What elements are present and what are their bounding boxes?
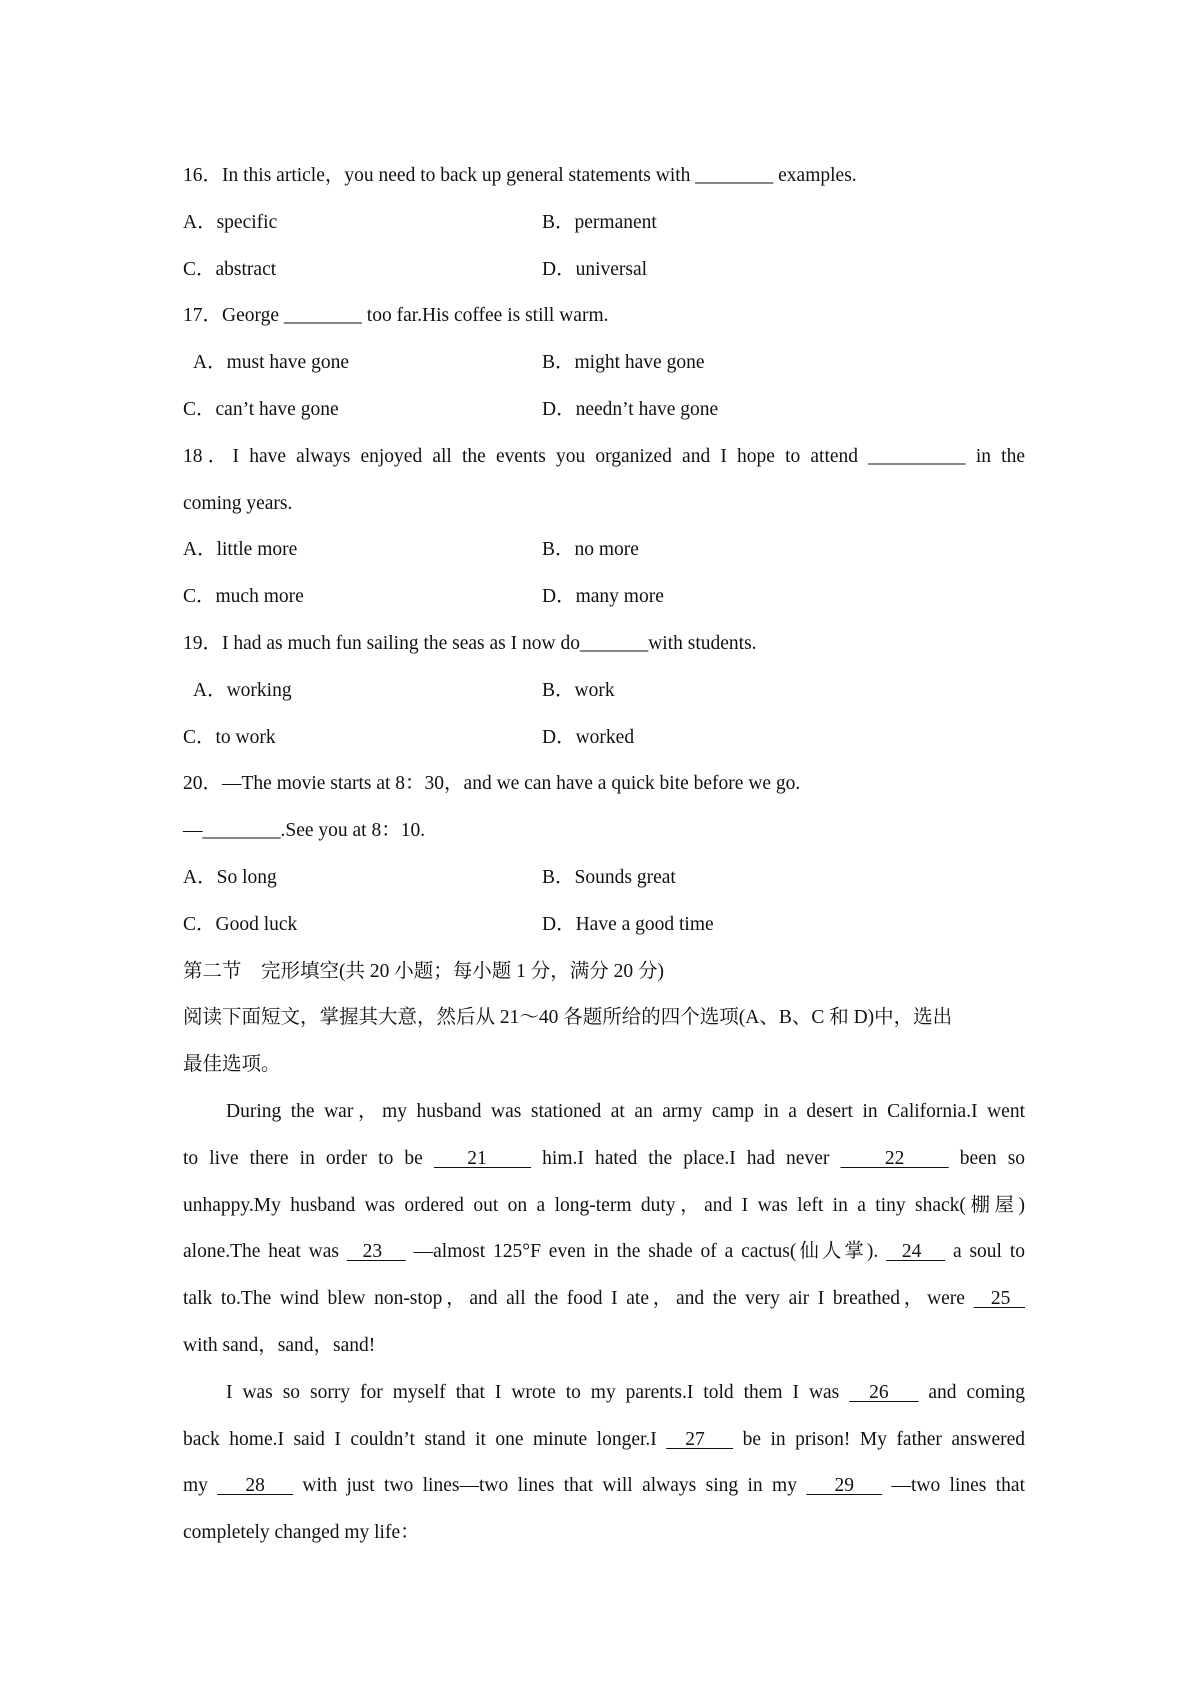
passage-line xyxy=(183,1183,1025,1230)
option-letter: B． xyxy=(542,352,575,374)
option-row xyxy=(183,855,1025,902)
question-stem: 16．In this article，you need to back up general statements with ________ examples. xyxy=(183,165,857,186)
passage-text: unhappy.My husband was ordered out on a long-term duty，and I was left in a tiny shack(棚屋) xyxy=(183,1194,1025,1216)
section-instructions: 阅读下面短文，掌握其大意，然后从 21～40 各题所给的四个选项(A、B、C 和 D)中，选出 xyxy=(183,1007,953,1029)
option-text: worked xyxy=(575,726,635,748)
passage-line xyxy=(183,1510,1025,1557)
option-letter: C． xyxy=(183,258,216,280)
option-letter: C． xyxy=(183,586,216,608)
option-text: to work xyxy=(215,726,276,748)
option-letter: A． xyxy=(183,866,217,888)
passage-text: a soul to xyxy=(952,1241,1025,1263)
option-text: many more xyxy=(575,586,664,608)
option-d xyxy=(542,715,634,762)
option-text: specific xyxy=(216,211,278,233)
passage-text: alone.The heat was xyxy=(183,1241,339,1263)
option-letter: B． xyxy=(542,539,575,561)
passage-text: with just two lines—two lines that will always sing in my xyxy=(302,1475,797,1497)
option-letter: A． xyxy=(193,679,227,701)
option-text: much more xyxy=(215,586,304,608)
passage-line xyxy=(183,1136,1025,1183)
passage-text: I was so sorry for myself that I wrote to my parents.I told them I was xyxy=(226,1381,850,1403)
option-c xyxy=(183,387,339,434)
cloze-blank: 26 xyxy=(849,1381,919,1403)
option-letter: B． xyxy=(542,679,575,701)
option-d xyxy=(542,387,718,434)
passage-line xyxy=(183,1417,1025,1464)
option-letter: D． xyxy=(542,913,576,935)
passage-text: him.I hated the place.I had never xyxy=(542,1147,841,1169)
passage-text: back home.I said I couldn’t stand it one minute longer.I xyxy=(183,1428,667,1450)
question-stem: 19．I had as much fun sailing the seas as I now do_______with students. xyxy=(183,632,757,654)
option-letter: D． xyxy=(542,398,576,420)
option-text: Have a good time xyxy=(575,913,714,935)
option-a xyxy=(193,340,349,387)
cloze-blank: 28 xyxy=(217,1475,294,1497)
cloze-blank: 27 xyxy=(666,1428,734,1450)
passage-text: to live there in order to be xyxy=(183,1147,434,1169)
passage-text: my xyxy=(183,1475,218,1497)
option-row xyxy=(183,527,1025,574)
option-b xyxy=(542,340,704,387)
cloze-blank: 23 xyxy=(346,1241,406,1263)
option-d xyxy=(542,902,714,949)
option-letter: A． xyxy=(183,539,217,561)
passage-text: talk to.The wind blew non-stop，and all the food I ate，and the very air I breathed，were xyxy=(183,1288,965,1310)
option-text: Sounds great xyxy=(574,866,676,888)
passage-text: —two lines that xyxy=(891,1475,1025,1497)
option-text: can’t have gone xyxy=(215,398,339,420)
passage-text: and coming xyxy=(928,1381,1025,1403)
option-row xyxy=(183,387,1025,434)
option-a xyxy=(193,668,292,715)
passage-text: been so xyxy=(959,1147,1025,1169)
section-title: 第二节 完形填空(共 20 小题；每小题 1 分，满分 20 分) xyxy=(183,960,664,982)
passage-text: —almost 125°F even in the shade of a cactus(仙人掌). xyxy=(413,1241,887,1263)
option-a xyxy=(183,200,277,247)
option-a xyxy=(183,855,277,902)
question-stem: 18．I have always enjoyed all the events you organized and I hope to attend __________ in the xyxy=(183,445,1025,467)
passage-line xyxy=(183,1323,1025,1370)
passage-text: be in prison! My father answered xyxy=(742,1428,1025,1450)
option-text: little more xyxy=(216,539,298,561)
option-text: permanent xyxy=(574,211,657,233)
option-letter: C． xyxy=(183,913,216,935)
option-d xyxy=(542,247,647,294)
passage-line xyxy=(183,1370,1025,1417)
option-letter: A． xyxy=(183,211,217,233)
option-letter: D． xyxy=(542,586,576,608)
question-stem: —________.See you at 8：10. xyxy=(183,820,426,842)
option-text: abstract xyxy=(215,258,277,280)
option-row xyxy=(183,668,1025,715)
passage-text: During the war，my husband was stationed at an army camp in a desert in California.I went xyxy=(226,1100,1025,1122)
option-b xyxy=(542,527,639,574)
passage-text: completely changed my life： xyxy=(183,1522,420,1544)
question-stem: 17．George ________ too far.His coffee is still warm. xyxy=(183,305,609,327)
option-b xyxy=(542,200,657,247)
option-text: needn’t have gone xyxy=(575,398,719,420)
option-text: universal xyxy=(575,258,648,280)
cloze-blank: 21 xyxy=(433,1147,532,1169)
question-stem: coming years. xyxy=(183,492,293,514)
cloze-blank: 22 xyxy=(840,1147,949,1169)
option-c xyxy=(183,574,304,621)
option-row xyxy=(183,715,1025,762)
option-text: work xyxy=(574,679,615,701)
option-text: So long xyxy=(216,866,277,888)
passage-line xyxy=(183,1089,1025,1136)
option-letter: C． xyxy=(183,398,216,420)
option-letter: B． xyxy=(542,866,575,888)
document-page xyxy=(183,153,1025,1557)
option-a xyxy=(183,527,297,574)
option-letter: B． xyxy=(542,211,575,233)
option-c xyxy=(183,902,297,949)
option-b xyxy=(542,668,615,715)
option-c xyxy=(183,247,276,294)
option-text: working xyxy=(226,679,292,701)
option-letter: A． xyxy=(193,352,227,374)
passage-line xyxy=(183,1229,1025,1276)
passage-line xyxy=(183,1463,1025,1510)
option-row xyxy=(183,247,1025,294)
option-letter: D． xyxy=(542,726,576,748)
cloze-blank: 25 xyxy=(973,1288,1025,1310)
cloze-blank: 29 xyxy=(806,1475,883,1497)
option-b xyxy=(542,855,676,902)
option-row xyxy=(183,200,1025,247)
option-row xyxy=(183,340,1025,387)
option-text: might have gone xyxy=(574,352,705,374)
option-letter: C． xyxy=(183,726,216,748)
option-row xyxy=(183,574,1025,621)
option-text: must have gone xyxy=(226,352,349,374)
option-text: no more xyxy=(574,539,639,561)
option-row xyxy=(183,902,1025,949)
option-d xyxy=(542,574,664,621)
section-instructions: 最佳选项。 xyxy=(183,1054,281,1076)
option-letter: D． xyxy=(542,258,576,280)
option-text: Good luck xyxy=(215,913,298,935)
passage-line xyxy=(183,1276,1025,1323)
option-c xyxy=(183,715,276,762)
passage-text: with sand，sand，sand! xyxy=(183,1334,376,1356)
question-stem: 20．—The movie starts at 8：30，and we can have a quick bite before we go. xyxy=(183,773,801,795)
cloze-blank: 24 xyxy=(886,1241,946,1263)
